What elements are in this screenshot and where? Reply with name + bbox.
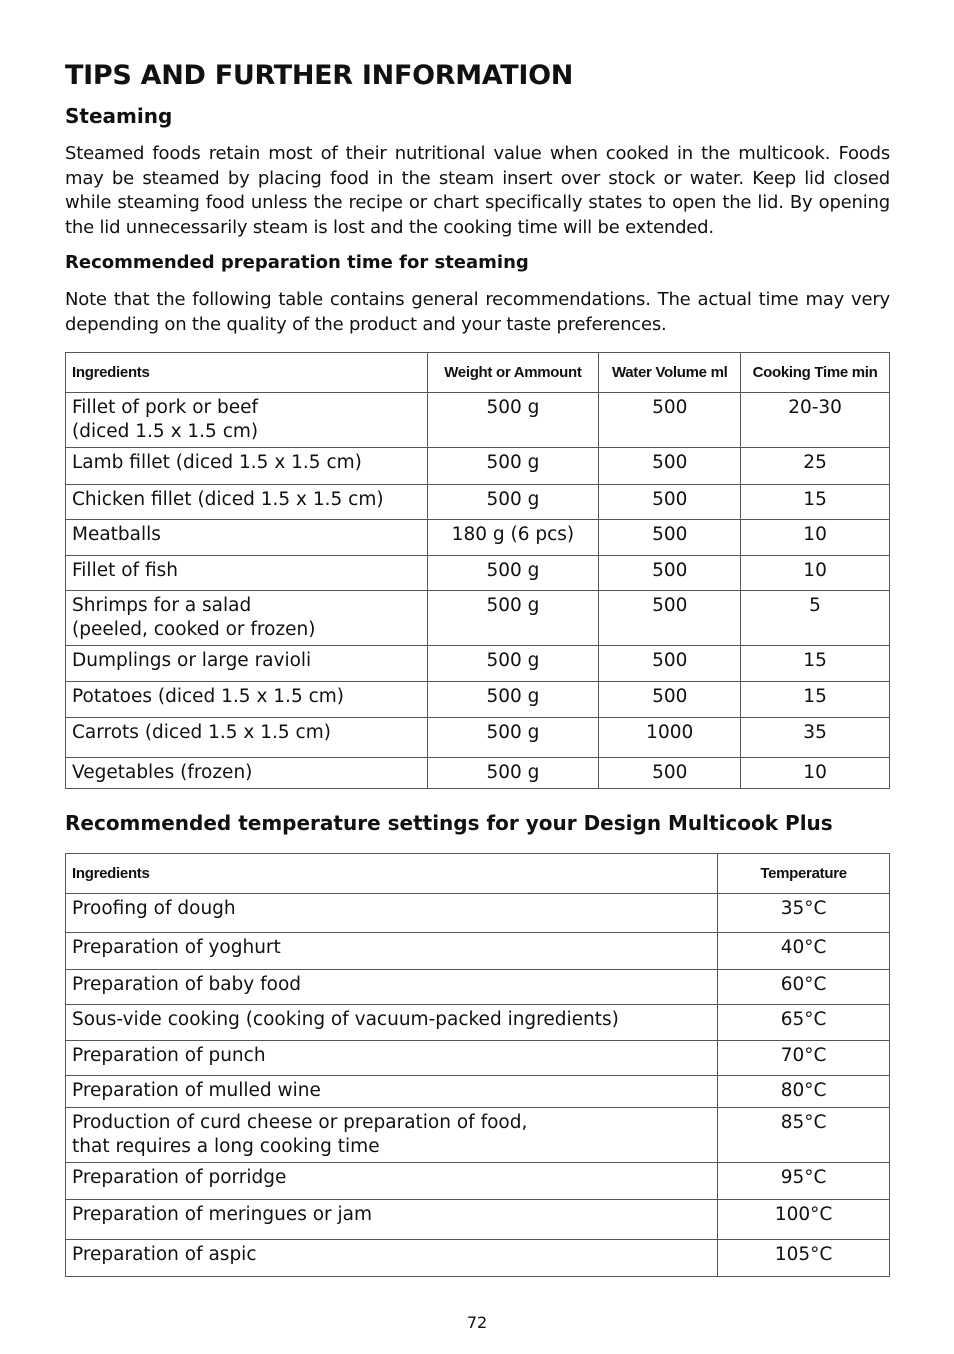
cell-temperature: 35°C — [718, 894, 890, 933]
cell-time: 35 — [741, 718, 890, 758]
cell-weight: 500 g — [427, 718, 599, 758]
cell-weight: 500 g — [427, 393, 599, 448]
table-row — [66, 448, 890, 485]
cell-water: 1000 — [599, 718, 741, 758]
table-row — [66, 894, 890, 933]
cell-time: 10 — [741, 758, 890, 789]
cell-temperature: 40°C — [718, 933, 890, 970]
col-header-water: Water Volume ml — [599, 353, 741, 393]
cell-time: 20-30 — [741, 393, 890, 448]
cell-weight: 500 g — [427, 646, 599, 682]
cell-weight: 500 g — [427, 448, 599, 485]
col-header-weight: Weight or Ammount — [427, 353, 599, 393]
cell-temperature: 105°C — [718, 1240, 890, 1277]
page-heading: TIPS AND FURTHER INFORMATION — [65, 60, 574, 91]
steaming-title: Steaming — [65, 104, 173, 128]
cell-ingredient: Proofing of dough — [66, 894, 718, 933]
table-row — [66, 933, 890, 970]
cell-ingredient: Preparation of meringues or jam — [66, 1200, 718, 1240]
table-row — [66, 758, 890, 789]
cell-temperature: 65°C — [718, 1005, 890, 1041]
table-row — [66, 1005, 890, 1041]
cell-temperature: 60°C — [718, 970, 890, 1005]
cell-water: 500 — [599, 682, 741, 718]
cell-weight: 180 g (6 pcs) — [427, 520, 599, 556]
cell-ingredient: Fillet of pork or beef (diced 1.5 x 1.5 cm) — [66, 393, 428, 448]
table-row — [66, 1041, 890, 1076]
page-number: 72 — [466, 1313, 488, 1332]
cell-water: 500 — [599, 448, 741, 485]
cell-time: 5 — [741, 591, 890, 646]
cell-time: 25 — [741, 448, 890, 485]
table-row — [66, 485, 890, 520]
cell-temperature: 85°C — [718, 1108, 890, 1163]
cell-ingredient: Preparation of aspic — [66, 1240, 718, 1277]
table-row — [66, 393, 890, 448]
table-row — [66, 520, 890, 556]
cell-weight: 500 g — [427, 556, 599, 591]
table-row — [66, 1200, 890, 1240]
cell-temperature: 100°C — [718, 1200, 890, 1240]
col-header-temperature: Temperature — [718, 854, 890, 894]
table-row — [66, 646, 890, 682]
table-row — [66, 1240, 890, 1277]
cell-ingredient: Meatballs — [66, 520, 428, 556]
table-row — [66, 682, 890, 718]
col-header-ingredients: Ingredients — [66, 854, 718, 894]
cell-water: 500 — [599, 646, 741, 682]
cell-ingredient: Dumplings or large ravioli — [66, 646, 428, 682]
cell-ingredient: Preparation of punch — [66, 1041, 718, 1076]
table-row — [66, 1108, 890, 1163]
cell-water: 500 — [599, 520, 741, 556]
cell-water: 500 — [599, 556, 741, 591]
temperature-table-header — [66, 854, 890, 894]
table-row — [66, 1076, 890, 1108]
cell-ingredient: Shrimps for a salad (peeled, cooked or frozen) — [66, 591, 428, 646]
cell-time: 10 — [741, 556, 890, 591]
table-row — [66, 970, 890, 1005]
cell-ingredient: Preparation of mulled wine — [66, 1076, 718, 1108]
table-row — [66, 556, 890, 591]
cell-temperature: 70°C — [718, 1041, 890, 1076]
cell-time: 15 — [741, 646, 890, 682]
temperature-table — [65, 853, 890, 1277]
steaming-note: Note that the following table contains general recommendations. The actual time may very depending on the quality of the product and your taste preferences. — [65, 289, 890, 335]
cell-temperature: 95°C — [718, 1163, 890, 1200]
cell-ingredient: Potatoes (diced 1.5 x 1.5 cm) — [66, 682, 428, 718]
cell-weight: 500 g — [427, 591, 599, 646]
cell-weight: 500 g — [427, 682, 599, 718]
steaming-table — [65, 352, 890, 789]
steaming-subtitle: Recommended preparation time for steaming — [65, 252, 529, 273]
cell-ingredient: Lamb fillet (diced 1.5 x 1.5 cm) — [66, 448, 428, 485]
table-row — [66, 1163, 890, 1200]
cell-temperature: 80°C — [718, 1076, 890, 1108]
cell-weight: 500 g — [427, 485, 599, 520]
col-header-time: Cooking Time min — [741, 353, 890, 393]
cell-water: 500 — [599, 485, 741, 520]
cell-ingredient: Fillet of fish — [66, 556, 428, 591]
cell-time: 15 — [741, 682, 890, 718]
steaming-intro: Steamed foods retain most of their nutritional value when cooked in the multicook. Foods may be steamed by placing food in the steam insert over stock or water. Keep lid closed while steaming food unless the recipe or chart specifically states to open the lid. By opening the lid unnecessarily steam is lost and the cooking time will be extended. — [65, 143, 890, 238]
cell-ingredient: Sous-vide cooking (cooking of vacuum-packed ingredients) — [66, 1005, 718, 1041]
cell-weight: 500 g — [427, 758, 599, 789]
cell-water: 500 — [599, 758, 741, 789]
cell-time: 10 — [741, 520, 890, 556]
cell-ingredient: Carrots (diced 1.5 x 1.5 cm) — [66, 718, 428, 758]
cell-ingredient: Preparation of baby food — [66, 970, 718, 1005]
cell-time: 15 — [741, 485, 890, 520]
table-row — [66, 718, 890, 758]
cell-ingredient: Preparation of porridge — [66, 1163, 718, 1200]
col-header-ingredients: Ingredients — [66, 353, 428, 393]
cell-ingredient: Vegetables (frozen) — [66, 758, 428, 789]
cell-water: 500 — [599, 591, 741, 646]
temperature-title: Recommended temperature settings for your Design Multicook Plus — [65, 811, 833, 835]
steaming-table-header — [66, 353, 890, 393]
cell-ingredient: Production of curd cheese or preparation of food, that requires a long cooking time — [66, 1108, 718, 1163]
cell-ingredient: Chicken fillet (diced 1.5 x 1.5 cm) — [66, 485, 428, 520]
cell-ingredient: Preparation of yoghurt — [66, 933, 718, 970]
cell-water: 500 — [599, 393, 741, 448]
table-row — [66, 591, 890, 646]
